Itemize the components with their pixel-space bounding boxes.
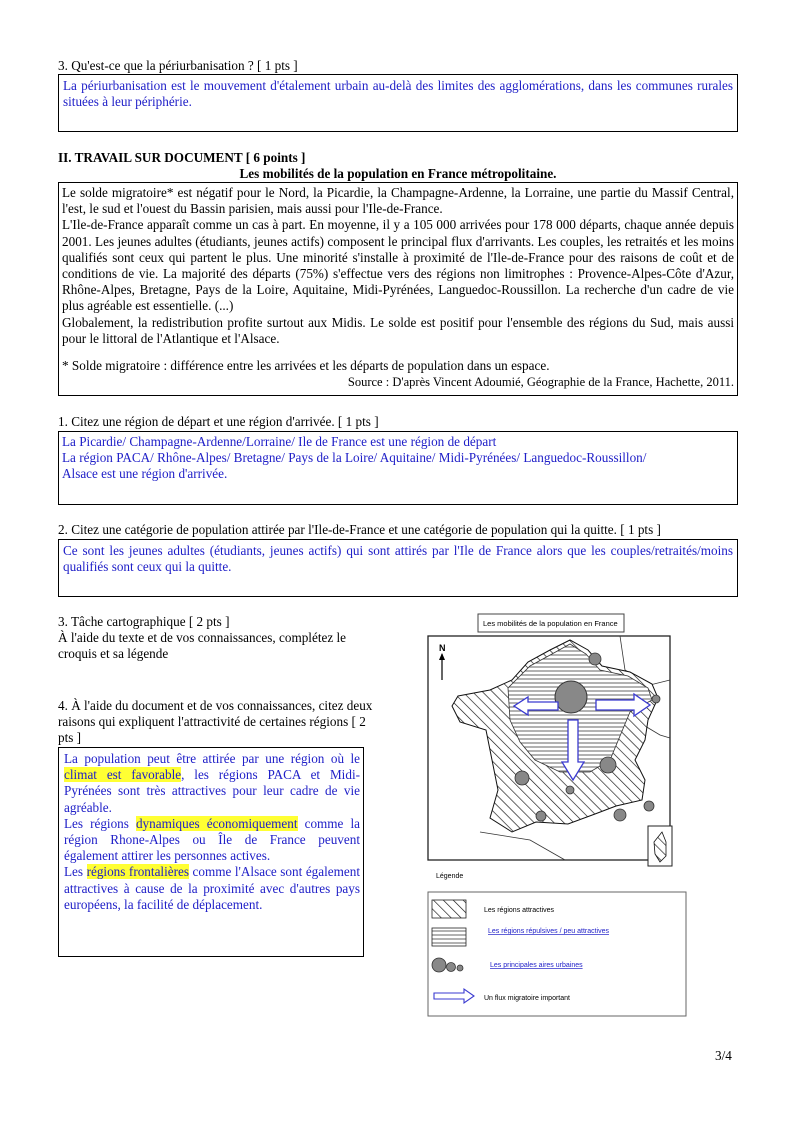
q3-question: 3. Qu'est-ce que la périurbanisation ? [ 1 pts ] — [58, 58, 298, 73]
map-title: Les mobilités de la population en France — [483, 619, 618, 628]
document-paragraph-1: Le solde migratoire* est négatif pour le Nord, la Picardie, la Champagne-Ardenne, la Lorraine, une partie du Massif Central, l'est, le sud et l'ouest du Bassin parisien, mais aussi pour l'Ile-de-France. — [62, 185, 734, 217]
legend-repulsive-label: Les régions répulsives / peu attractives — [488, 928, 610, 935]
urban-area-paris — [555, 681, 587, 713]
document-paragraph-3: Globalement, la redistribution profite surtout aux Midis. Le solde est positif pour l'ensemble des régions du Sud, mais aussi pour le littoral de l'Atlantique et l'Alsace. — [62, 314, 734, 346]
legend-attractive-label: Les régions attractives — [484, 907, 555, 914]
page-number: 3/4 — [715, 1048, 732, 1063]
q3-answer: La périurbanisation est le mouvement d'étalement urbain au-delà des limites des agglomérations, dans les communes rurales situées à leur périphérie. — [63, 78, 733, 110]
document-box — [58, 182, 738, 396]
q3-answer-box[interactable] — [58, 74, 738, 132]
section-heading: II. TRAVAIL SUR DOCUMENT [ 6 points ] — [58, 150, 306, 165]
q4-answer-box[interactable] — [58, 747, 364, 957]
legend-flow-label: Un flux migratoire important — [484, 995, 570, 1002]
france-mobility-map — [420, 610, 698, 1020]
urban-area — [566, 786, 574, 794]
q1-question: 1. Citez une région de départ et une région d'arrivée. [ 1 pts ] — [58, 414, 379, 429]
urban-area — [600, 757, 616, 773]
legend-urban-circle-medium — [447, 963, 456, 972]
urban-area — [652, 695, 660, 703]
q3b-instruction: À l'aide du texte et de vos connaissances, complétez le croquis et sa légende — [58, 630, 347, 662]
highlight-climate: climat est favorable — [64, 767, 182, 783]
urban-area — [515, 771, 529, 785]
q4-answer-3: Les régions frontalières comme l'Alsace sont également attractives à cause de la proximité avec d'autres pays européens, la facilité de déplacement. — [64, 864, 361, 912]
legend-heading: Légende — [436, 873, 464, 880]
q4-answer-2: Les régions dynamiques économiquement comme la région Rhone-Alpes ou Île de France peuvent également attirer les personnes actives. — [64, 815, 360, 864]
north-label: N — [439, 643, 446, 653]
q1-answer-box[interactable] — [58, 431, 738, 505]
urban-area — [644, 801, 654, 811]
legend-urban-circle-large — [432, 958, 446, 972]
q1-answer-line-3: Alsace est une région d'arrivée. — [62, 466, 228, 482]
q2-answer: Ce sont les jeunes adultes (étudiants, jeunes actifs) qui sont attirés par l'Ile de France alors que les couples/retraités/moins qualifiés sont ceux qui la quitte. — [63, 543, 733, 575]
urban-area — [536, 811, 546, 821]
urban-area — [614, 809, 626, 821]
document-source: Source : D'après Vincent Adoumié, Géographie de la France, Hachette, 2011. — [347, 375, 734, 390]
q1-answer-line-2: La région PACA/ Rhône-Alpes/ Bretagne/ Pays de la Loire/ Aquitaine/ Midi-Pyrénées/ Languedoc-Roussillon/ — [62, 450, 647, 466]
document-footnote: * Solde migratoire : différence entre les arrivées et les départs de population dans un espace. — [62, 358, 550, 374]
q2-question: 2. Citez une catégorie de population attirée par l'Ile-de-France et une catégorie de population qui la quitte. [ 1 pts ] — [58, 522, 661, 537]
legend-urban-label: Les principales aires urbaines — [490, 962, 583, 969]
document-title: Les mobilités de la population en France métropolitaine. — [239, 166, 557, 181]
q4-answer-1: La population peut être attirée par une région où le climat est favorable, les régions PACA et Midi-Pyrénées sont très attractives pour leur cadre de vie agréable. — [64, 751, 360, 815]
legend-repulsive-swatch — [432, 928, 466, 946]
urban-area — [589, 653, 601, 665]
q1-answer-line-1: La Picardie/ Champagne-Ardenne/Lorraine/ Ile de France est une région de départ — [62, 434, 497, 449]
q2-answer-box[interactable] — [58, 539, 738, 597]
legend-attractive-swatch — [432, 900, 466, 918]
document-paragraph-2: L'Ile-de-France apparaît comme un cas à part. En moyenne, il y a 105 000 arrivées pour 178 000 départs, chaque année depuis 2001. Les jeunes adultes (étudiants, jeunes actifs) composent le principal flux d'arrivants. Les couples, les retraités et les moins qualifiés sont ceux qui partent le plus. Une minorité s'installe à proximité de l'Ile-de-France pour des raisons de coût et de conditions de vie. La majorité des départs (75%) s'effectue vers des régions non limitrophes : Provence-Alpes-Côte d'Azur, Rhône-Alpes, Bretagne, Pays de la Loire, Aquitaine, Midi-Pyrénées, Languedoc-Roussillon. La recherche d'un cadre de vie plus agréable est essentielle. (...) — [62, 217, 734, 314]
highlight-economy: dynamiques économiquement — [135, 815, 298, 831]
q4-question: 4. À l'aide du document et de vos connaissances, citez deux raisons qui expliquent l'attractivité de certaines régions [ 2 pts ] — [58, 698, 373, 746]
highlight-border: régions frontalières — [86, 864, 189, 880]
q3b-question: 3. Tâche cartographique [ 2 pts ] — [58, 614, 230, 629]
legend-urban-circle-small — [457, 965, 463, 971]
